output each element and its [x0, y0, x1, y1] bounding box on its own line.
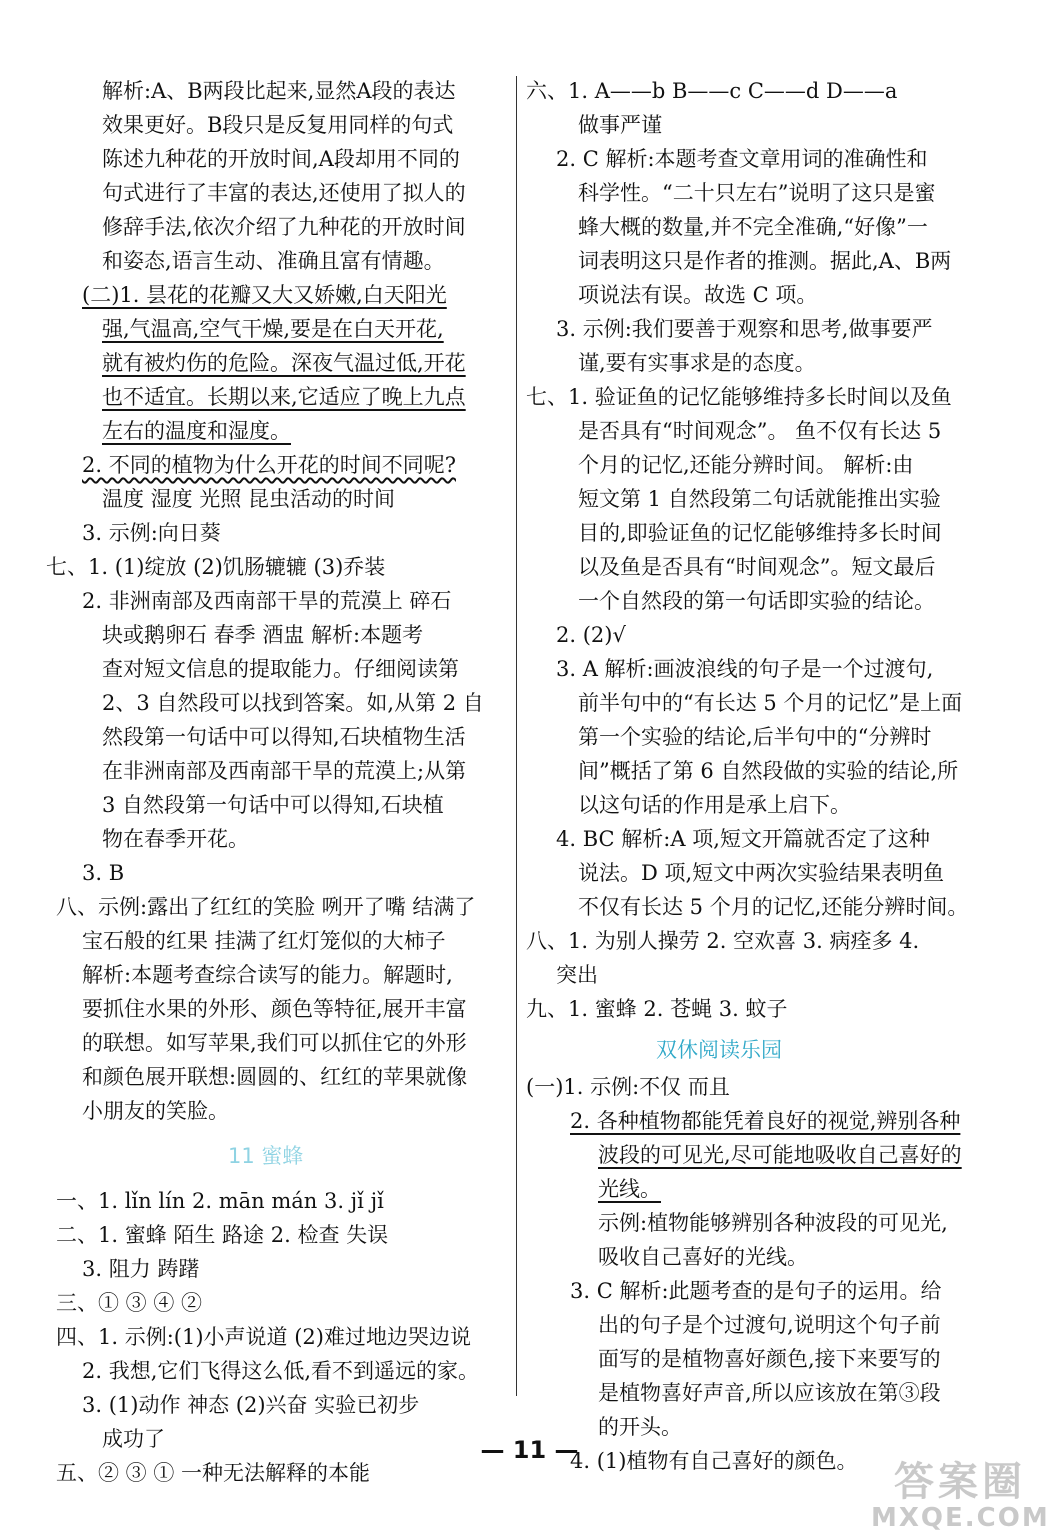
watermark-logo: [871, 1460, 1049, 1532]
text-line: 句式进行了丰富的表达,还使用了拟人的: [102, 181, 466, 205]
text-line: 以及鱼是否具有“时间观念”。短文最后: [578, 555, 936, 579]
text-line: 项说法有误。故选 C 项。: [578, 283, 818, 307]
text-line: 温度 湿度 光照 昆虫活动的时间: [102, 487, 396, 511]
section-heading-lesson: 11 蜜蜂: [228, 1144, 304, 1168]
text-line: 间”概括了第 6 自然段做的实验的结论,所: [578, 759, 959, 783]
text-line: 蜂大概的数量,并不完全准确,“好像”一: [578, 215, 928, 239]
text-line: 解析:本题考查综合读写的能力。解题时,: [82, 963, 453, 987]
text-line: 2、3 自然段可以找到答案。如,从第 2 自: [102, 691, 484, 715]
text-line: 修辞手法,依次介绍了九种花的开放时间: [102, 215, 466, 239]
text-line: 3. 阻力 踌躇: [82, 1257, 200, 1281]
underlined-answer-line: 也不适宜。长期以来,它适应了晚上九点: [102, 385, 466, 409]
text-line: 面写的是植物喜好颜色,接下来要写的: [598, 1347, 941, 1371]
text-line: 成功了: [102, 1427, 165, 1451]
text-line: 前半句中的“有长达 5 个月的记忆”是上面: [578, 691, 963, 715]
text-line: 陈述九种花的开放时间,A段却用不同的: [102, 147, 460, 171]
text-line: 查对短文信息的提取能力。仔细阅读第: [102, 657, 459, 681]
question-number-line: 六、1. A——b B——c C——d D——a: [526, 79, 898, 103]
text-line: 小朋友的笑脸。: [82, 1099, 229, 1123]
text-line: 4. (1)植物有自己喜好的颜色。: [570, 1449, 858, 1473]
question-number-line: 五、② ③ ① 一种无法解释的本能: [56, 1461, 371, 1485]
text-line: 2. 非洲南部及西南部干旱的荒漠上 碎石: [82, 589, 452, 613]
question-number-line: 八、1. 为别人操劳 2. 空欢喜 3. 病痊多 4.: [526, 929, 920, 953]
text-line: 短文第 1 自然段第二句话就能推出实验: [578, 487, 941, 511]
text-line: 不仅有长达 5 个月的记忆,还能分辨时间。: [578, 895, 969, 919]
question-number-line: 一、1. lǐn lín 2. mān mán 3. jǐ jǐ: [56, 1189, 384, 1213]
underlined-answer-line: (二)1. 昙花的花瓣又大又娇嫩,白天阳光: [82, 283, 447, 307]
watermark-url: MXQE.COM: [871, 1503, 1050, 1533]
text-line: 4. BC 解析:A 项,短文开篇就否定了这种: [556, 827, 930, 851]
text-line: 是否具有“时间观念”。 鱼不仅有长达 5: [578, 419, 942, 443]
text-line: 是植物喜好声音,所以应该放在第③段: [598, 1381, 941, 1405]
question-number-line: 七、1. 验证鱼的记忆能够维持多长时间以及鱼: [526, 385, 952, 409]
text-line: 出的句子是个过渡句,说明这个句子前: [598, 1313, 941, 1337]
underlined-answer-line: 强,气温高,空气干燥,要是在白天开花,: [102, 317, 444, 341]
section-heading-weekend-reading: 双休阅读乐园: [656, 1038, 782, 1062]
text-line: 说法。D 项,短文中两次实验结果表明鱼: [578, 861, 945, 885]
text-line: 然段第一句话中可以得知,石块植物生活: [102, 725, 466, 749]
underlined-answer-line: 波段的可见光,尽可能地吸收自己喜好的: [598, 1143, 962, 1167]
question-number-line: 四、1. 示例:(1)小声说道 (2)难过地边哭边说: [56, 1325, 471, 1349]
text-line: 3. B: [82, 861, 125, 885]
text-line: 和姿态,语言生动、准确且富有情趣。: [102, 249, 445, 273]
underlined-answer-line: 2. 各种植物都能凭着良好的视觉,辨别各种: [570, 1109, 961, 1133]
underlined-answer-line: 就有被灼伤的危险。深夜气温过低,开花: [102, 351, 466, 375]
text-line: 在非洲南部及西南部干旱的荒漠上;从第: [102, 759, 467, 783]
text-line: 突出: [556, 963, 598, 987]
text-line: 效果更好。B段只是反复用同样的句式: [102, 113, 454, 137]
text-line: 做事严谨: [578, 113, 662, 137]
question-number-line: 二、1. 蜜蜂 陌生 路途 2. 检查 失误: [56, 1223, 389, 1247]
wavy-underlined-line: 2. 不同的植物为什么开花的时间不同呢?: [82, 453, 456, 477]
text-line: 第一个实验的结论,后半句中的“分辨时: [578, 725, 932, 749]
text-line: 词表明这只是作者的推测。据此,A、B两: [578, 249, 952, 273]
text-line: 解析:A、B两段比起来,显然A段的表达: [102, 79, 456, 103]
text-line: 一个自然段的第一句话即实验的结论。: [578, 589, 935, 613]
text-line: 3. A 解析:画波浪线的句子是一个过渡句,: [556, 657, 934, 681]
text-line: 吸收自己喜好的光线。: [598, 1245, 808, 1269]
text-line: 宝石般的红果 挂满了红灯笼似的大柿子: [82, 929, 446, 953]
text-line: 个月的记忆,还能分辨时间。 解析:由: [578, 453, 914, 477]
text-line: 的开头。: [598, 1415, 682, 1439]
page-number: — 11 —: [480, 1436, 579, 1464]
text-line: 目的,即验证鱼的记忆能够维持多长时间: [578, 521, 942, 545]
text-line: 3. (1)动作 神态 (2)兴奋 实验已初步: [82, 1393, 420, 1417]
text-line: 3. 示例:向日葵: [82, 521, 221, 545]
text-line: 2. (2)√: [556, 623, 626, 647]
text-line: 要抓住水果的外形、颜色等特征,展开丰富: [82, 997, 467, 1021]
text-line: 2. 我想,它们飞得这么低,看不到遥远的家。: [82, 1359, 480, 1383]
question-number-line: (一)1. 示例:不仅 而且: [526, 1075, 730, 1099]
text-line: 3. C 解析:此题考查的是句子的运用。给: [570, 1279, 942, 1303]
column-divider: [516, 76, 517, 1396]
question-number-line: 九、1. 蜜蜂 2. 苍蝇 3. 蚊子: [526, 997, 788, 1021]
text-line: 示例:植物能够辨别各种波段的可见光,: [598, 1211, 948, 1235]
underlined-answer-line: 光线。: [598, 1177, 661, 1201]
text-line: 2. C 解析:本题考查文章用词的准确性和: [556, 147, 928, 171]
question-number-line: 七、1. (1)绽放 (2)饥肠辘辘 (3)乔装: [46, 555, 386, 579]
text-line: 物在春季开花。: [102, 827, 249, 851]
text-line: 科学性。“二十只左右”说明了这只是蜜: [578, 181, 936, 205]
question-number-line: 三、① ③ ④ ②: [56, 1291, 203, 1315]
text-line: 的联想。如写苹果,我们可以抓住它的外形: [82, 1031, 467, 1055]
text-line: 谨,要有实事求是的态度。: [578, 351, 816, 375]
text-line: 以这句话的作用是承上启下。: [578, 793, 851, 817]
text-line: 和颜色展开联想:圆圆的、红红的苹果就像: [82, 1065, 468, 1089]
text-line: 3. 示例:我们要善于观察和思考,做事要严: [556, 317, 933, 341]
text-line: 3 自然段第一句话中可以得知,石块植: [102, 793, 444, 817]
underlined-answer-line: 左右的温度和湿度。: [102, 419, 291, 443]
question-number-line: 八、示例:露出了红红的笑脸 咧开了嘴 结满了: [56, 895, 476, 919]
text-line: 块或鹅卵石 春季 酒盅 解析:本题考: [102, 623, 424, 647]
watermark-title: 答案圈: [894, 1459, 1026, 1505]
